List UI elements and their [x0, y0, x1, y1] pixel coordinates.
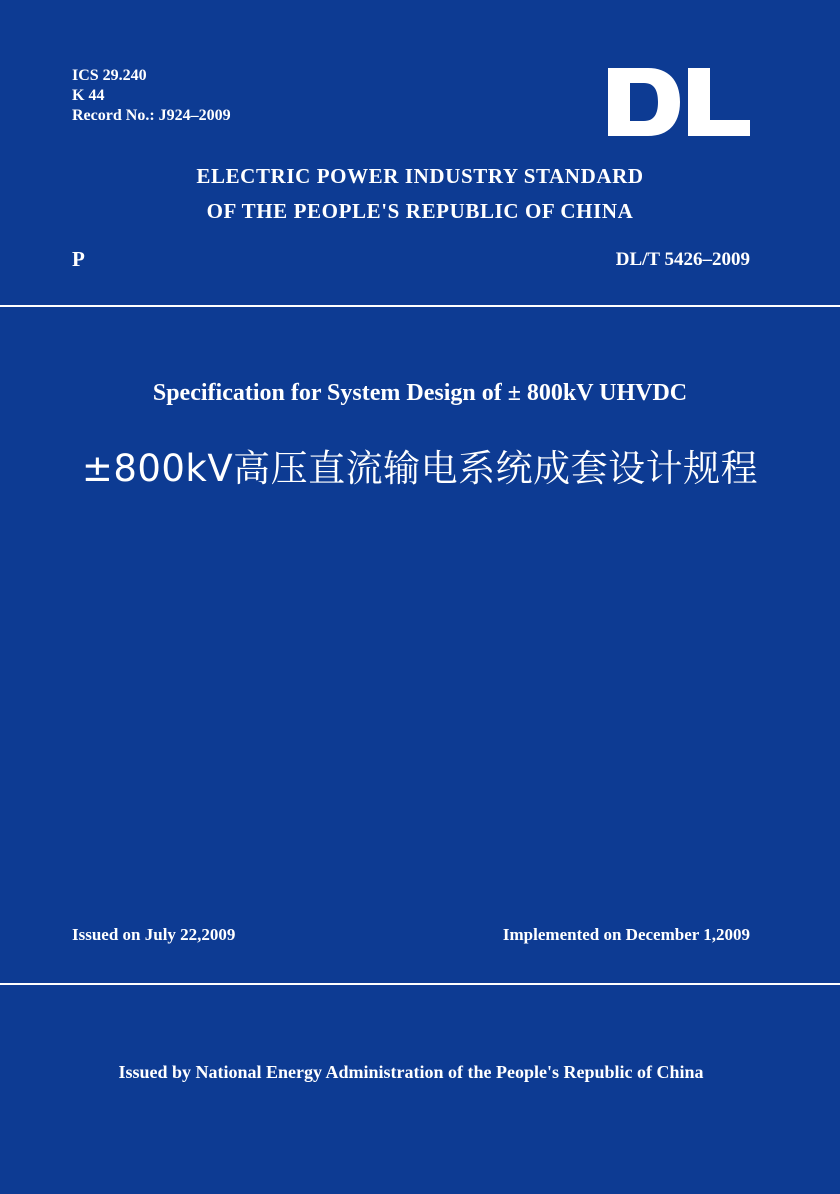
standard-number: DL/T 5426–2009	[615, 249, 750, 270]
top-divider	[0, 305, 840, 307]
bottom-divider	[0, 983, 840, 985]
class-letter: P	[72, 247, 85, 271]
organization-line-2: OF THE PEOPLE'S REPUBLIC OF CHINA	[206, 199, 634, 223]
title-english: Specification for System Design of ± 800kV UHVDC	[152, 380, 688, 406]
classification-code: K 44	[72, 87, 105, 104]
ics-code: ICS 29.240	[72, 67, 147, 84]
issued-date: Issued on July 22,2009	[72, 925, 236, 944]
dl-logo	[608, 68, 750, 136]
dl-logo-letter-l	[688, 68, 750, 136]
implemented-date: Implemented on December 1,2009	[502, 925, 750, 944]
issuing-authority: Issued by National Energy Administration of the People's Republic of China	[118, 1062, 704, 1082]
dl-logo-letter-d	[608, 68, 680, 136]
record-number: Record No.: J924–2009	[72, 107, 231, 124]
organization-line-1: ELECTRIC POWER INDUSTRY STANDARD	[196, 164, 644, 188]
title-chinese: ±800kV高压直流输电系统成套设计规程	[81, 447, 759, 490]
cover-metadata	[72, 66, 231, 126]
